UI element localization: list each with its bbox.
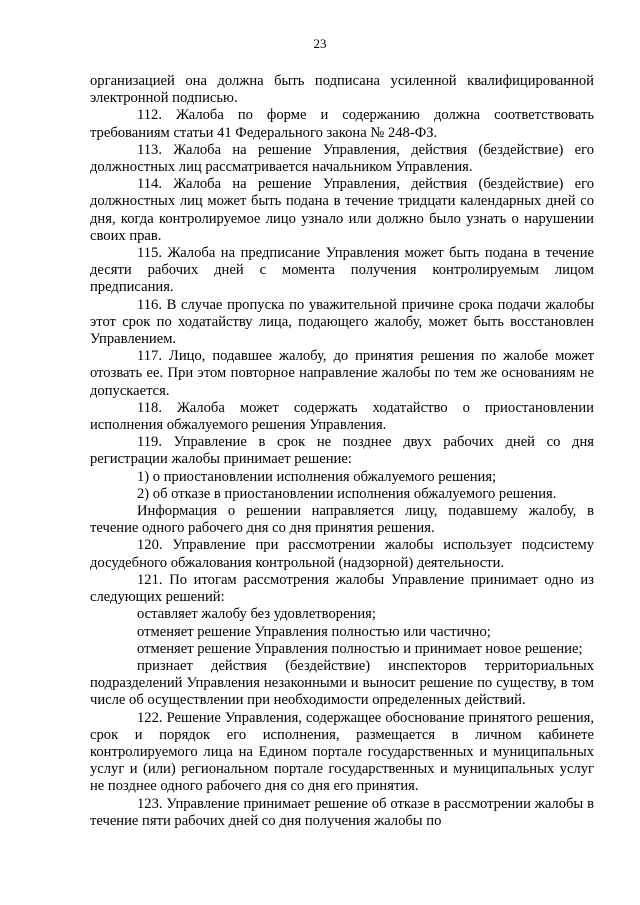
paragraph-122: 122. Решение Управления, содержащее обоснование принятого решения, срок и порядок его исполнения, размещается в личном кабинете контролируемого лица на Едином портале государственных и муниципальных услуг и (или) региональном портале государственных и муниципальных услуг не позднее одного рабочего дня со дня его принятия. xyxy=(90,709,594,795)
list-item-119-2: 2) об отказе в приостановлении исполнения обжалуемого решения. xyxy=(137,485,557,502)
paragraph-118: 118. Жалоба может содержать ходатайство о приостановлении исполнения обжалуемого решения Управления. xyxy=(90,399,594,434)
paragraph-113: 113. Жалоба на решение Управления, действия (бездействие) его должностных лиц рассматривается начальником Управления. xyxy=(90,141,594,176)
list-item-121-3: отменяет решение Управления полностью и принимает новое решение; xyxy=(137,640,583,657)
paragraph-119: 119. Управление в срок не позднее двух рабочих дней со дня регистрации жалобы принимает решение: xyxy=(90,434,594,468)
paragraph-121: 121. По итогам рассмотрения жалобы Управление принимает одно из следующих решений: xyxy=(90,571,594,606)
document-body xyxy=(90,73,594,830)
list-item-121-4: признает действия (бездействие) инспекторов территориальных подразделений Управления незаконными и выносит решение по существу, в том числе об осуществлении при необходимости определенных действий. xyxy=(90,657,594,709)
paragraph-119-info: Информация о решении направляется лицу, подавшему жалобу, в течение одного рабочего дня со дня принятия решения. xyxy=(90,503,594,537)
paragraph-continuation: организацией она должна быть подписана усиленной квалифицированной электронной подписью. xyxy=(90,73,594,107)
paragraph-112: 112. Жалоба по форме и содержанию должна соответствовать требованиям статьи 41 Федерального закона № 248-ФЗ. xyxy=(90,107,594,141)
paragraph-115: 115. Жалоба на предписание Управления может быть подана в течение десяти рабочих дней с момента получения контролируемым лицом предписания. xyxy=(90,245,594,296)
paragraph-123: 123. Управление принимает решение об отказе в рассмотрении жалобы в течение пяти рабочих дней со дня получения жалобы по xyxy=(90,795,594,829)
paragraph-114: 114. Жалоба на решение Управления, действия (бездействие) его должностных лиц может быть подана в течение тридцати календарных дней со дня, когда контролируемое лицо узнало или должно было узнать о нарушении своих прав. xyxy=(90,176,594,244)
paragraph-120: 120. Управление при рассмотрении жалобы использует подсистему досудебного обжалования контрольной (надзорной) деятельности. xyxy=(90,537,594,571)
paragraph-117: 117. Лицо, подавшее жалобу, до принятия решения по жалобе может отозвать ее. При этом повторное направление жалобы по тем же основаниям не допускается. xyxy=(90,348,594,399)
list-item-121-1: оставляет жалобу без удовлетворения; xyxy=(137,606,376,623)
page-number: 23 xyxy=(313,36,327,51)
paragraph-116: 116. В случае пропуска по уважительной причине срока подачи жалобы этот срок по ходатайству лица, подающего жалобу, может быть восстановлен Управлением. xyxy=(90,296,594,348)
list-item-121-2: отменяет решение Управления полностью или частично; xyxy=(137,623,491,640)
list-item-119-1: 1) о приостановлении исполнения обжалуемого решения; xyxy=(137,468,497,485)
